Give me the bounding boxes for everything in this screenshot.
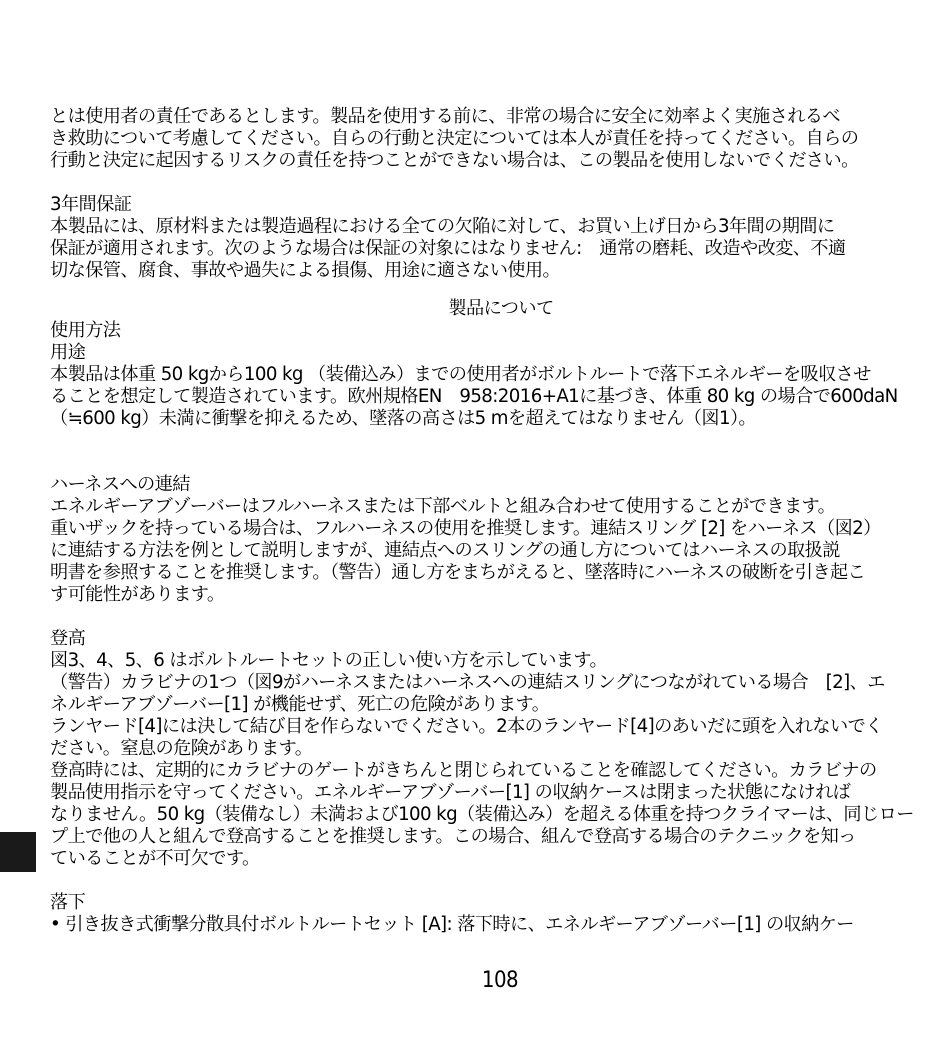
page-number: 108: [481, 968, 519, 993]
text-line: とは使用者の責任であるとします。製品を使用する前に、非常の場合に安全に効率よく実施されるべ: [50, 106, 840, 127]
text-line: ランヤード[4]には決して結び目を作らないでください。2本のランヤード[4]のあいだに頭を入れないでく: [50, 716, 883, 737]
warranty-section: [50, 194, 950, 282]
text-line: す可能性があります。: [50, 584, 225, 605]
text-line: 重いザックを持っている場合は、フルハーネスの使用を推奨します。連結スリング [2] をハーネス（図2）: [50, 518, 881, 539]
text-line: （警告）カラビナの1つ（図9がハーネスまたはハーネスへの連結スリングにつながれている場合 [2]、エ: [50, 672, 885, 693]
usage-heading: 使用方法: [50, 320, 121, 341]
text-line: に連結する方法を例として説明しますが、連結点へのスリングの通し方についてはハーネスの取扱説: [50, 540, 840, 561]
climbing-heading: 登高: [50, 628, 86, 649]
text-line: ていることが不可欠です。: [50, 848, 260, 869]
section-tab-marker: [0, 832, 36, 872]
text-line: 製品使用指示を守ってください。エネルギーアブゾーバー[1] の収納ケースは閉まった状態になければ: [50, 782, 851, 803]
fall-section: [50, 892, 950, 936]
usage-subheading: 用途: [50, 342, 86, 363]
text-line: 保証が適用されます。次のような場合は保証の対象にはなりません: 通常の磨耗、改造や改変、不適: [50, 238, 846, 259]
text-line: 図3、4、5、6 はボルトルートセットの正しい使い方を示しています。: [50, 650, 608, 671]
text-line: 登高時には、定期的にカラビナのゲートがきちんと閉じられていることを確認してください。カラビナの: [50, 760, 877, 781]
bullet-item: • 引き抜き式衝撃分散具付ボルトルートセット [A]: 落下時に、エネルギーアブゾーバー[1] の収納ケー: [50, 914, 854, 935]
text-line: 明書を参照することを推奨します。（警告）通し方をまちがえると、墜落時にハーネスの破断を引き起こ: [50, 562, 866, 583]
text-line: ネルギーアブゾーバー[1] が機能せず、死亡の危険があります。: [50, 694, 550, 715]
text-line: （≒600 kg）未満に衝撃を抑えるため、墜落の高さは5 mを超えてはなりません（図1）。: [50, 408, 757, 429]
usage-section: [50, 320, 950, 430]
text-line: ることを想定して製造されています。欧州規格EN 958:2016+A1に基づき、体重 80 kg の場合で600daN: [50, 386, 898, 407]
text-line: 本製品には、原材料または製造過程における全ての欠陥に対して、お買い上げ日から3年間の期間に: [50, 216, 835, 237]
text-line: 行動と決定に起因するリスクの責任を持つことができない場合は、この製品を使用しないでください。: [50, 150, 859, 171]
harness-section: [50, 474, 950, 606]
section-title: 製品について: [448, 298, 554, 319]
intro-paragraph: [50, 106, 950, 172]
document-body: [50, 106, 950, 936]
text-line: なりません。50 kg（装備なし）未満および100 kg（装備込み）を超える体重を持つクライマーは、同じロー: [50, 804, 914, 825]
text-line: き救助について考慮してください。自らの行動と決定については本人が責任を持ってください。自らの: [50, 128, 859, 149]
text-line: 切な保管、腐食、事故や過失による損傷、用途に適さない使用。: [50, 260, 561, 281]
text-line: 本製品は体重 50 kgから100 kg （装備込み）までの使用者がボルトルートで落下エネルギーを吸収させ: [50, 364, 871, 385]
harness-heading: ハーネスへの連結: [50, 474, 190, 495]
text-line: エネルギーアブゾーバーはフルハーネスまたは下部ベルトと組み合わせて使用することができます。: [50, 496, 836, 517]
text-line: ださい。窒息の危険があります。: [50, 738, 313, 759]
text-line: プ上で他の人と組んで登高することを推奨します。この場合、組んで登高する場合のテクニックを知っ: [50, 826, 856, 847]
fall-heading: 落下: [50, 892, 86, 913]
warranty-heading: 3年間保証: [50, 194, 132, 215]
climbing-section: [50, 628, 950, 870]
